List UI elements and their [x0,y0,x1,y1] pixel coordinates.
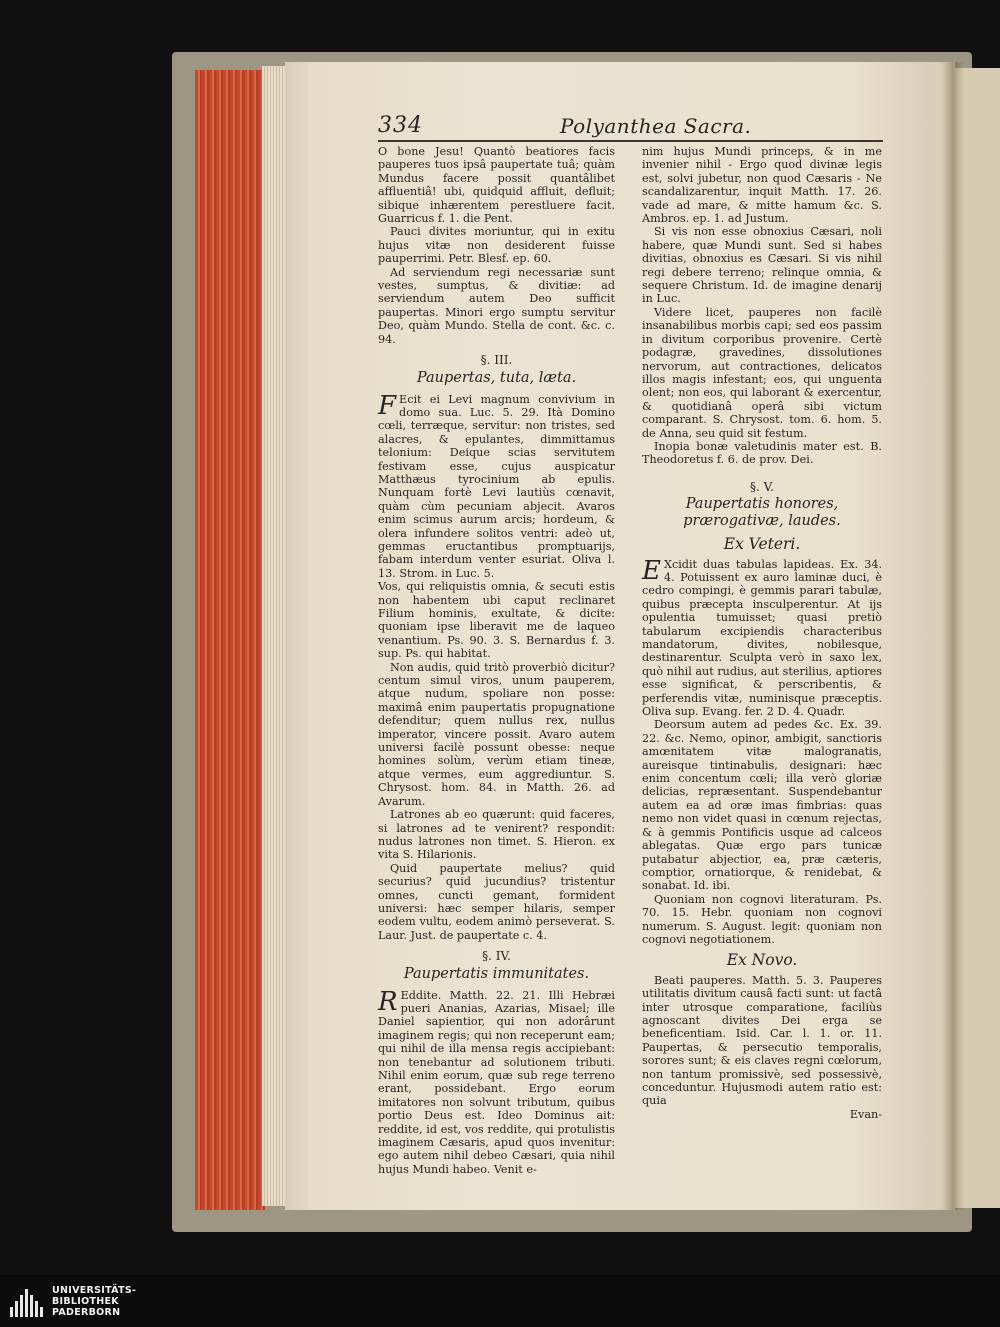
paragraph: Si vis non esse obnoxius Cæsari, noli habere, quæ Mundi sunt. Sed si habes divitias, obnoxius es Cæsari. Si vis nihil regi debere terreno; relinque omnia, & sequere Christum. Id. de imagine denarij in Luc. [642,225,882,306]
running-head [378,113,883,143]
section-title: Paupertatis immunitates. [403,965,590,982]
paragraph [642,555,882,719]
section-title: Paupertas, tuta, læta. [416,369,577,386]
paragraph: Deorsum autem ad pedes &c. Ex. 39. 22. &c. Nemo, opinor, ambigit, sanctioris amœnitatem vitæ malogranatis, aureisque tintinabulis, designari: hæc enim concentum cœli; illa verò gloriæ delicias, repræsentant. Suspendebantur autem ea ad oræ imas fimbrias: quas nemo non videt quasi in cœnum rejectas, & à gemmis Pontificis usque ad calceos ablegatas. Quæ ergo pars tunicæ putabatur abjectior, ea, præ cæteris, comptior, ornatiorque, & renidebat, & sonabat. Id. ibi. [642,718,882,893]
library-logo-icon [10,1287,44,1317]
paragraph: Ad serviendum regi necessariæ sunt vestes, sumptus, & divitiæ: ad serviendum autem Deo sufficit paupertas. Minori ergo sumptu servitur Deo, quàm Mundo. Stella de cont. &c. c. 94. [378,265,615,346]
library-name-line: BIBLIOTHEK [52,1296,119,1307]
paragraph-text: Xcidit duas tabulas lapideas. Ex. 34. 4. Potuissent ex auro laminæ duci, è cedro compingi, è gemmis parari tabulæ, quibus præcepta insculperentur. At ijs opulentia tumuisset; quasi pretiò tabularum excipiendis characteribus mandatorum, divites, nobilesque, destinarentur. Sculpta verò in saxo lex, quò nihil aut rudius, aut sterilius, aptiores esse significat, & perscribentis, & perferendis vitæ, numinisque præceptis. Oliva sup. Evang. fer. 2 D. 4. Quadr. [642,557,882,719]
paragraph-text: Eddite. Matth. 22. 21. Illi Hebræi pueri Ananias, Azarias, Misael; ille Daniel sapientior, qui non adorârunt imaginem regis; qui non receperunt eam; qui nihil de illa mensa regis accipiebant: non tenebantur ad solutionem tributi. Nihil enim eorum, quæ sub rege terreno erant, possidebant. Ergo eorum imitatores non solvunt tributum, quibus portio Deus est. Ideo Dominus ait: reddite, id est, vos reddite, qui protulistis imaginem Cæsaris, apud quos invenitur: ego autem nihil debeo Cæsari, quia nihil hujus Mundi habeo. Venit e- [378,988,615,1176]
section-number: §. V. [749,479,774,494]
library-name-line: PADERBORN [52,1307,121,1318]
paragraph [378,390,615,581]
library-name [52,1285,136,1318]
subheading: Ex Novo. [726,951,798,970]
left-column [378,145,615,1176]
paragraph: O bone Jesu! Quantò beatiores facis pauperes tuos ipsâ paupertate tuâ; quàm Mundus facere possit quantâlibet affluentiâ! ubi, quidquid affluit, defluit; sibique inhærentem perestluere facit. Guarricus f. 1. die Pent. [378,145,615,226]
paragraph [378,986,615,1177]
paragraph: Pauci divites moriuntur, qui in exitu hujus vitæ non desiderent fuisse pauperrimi. Petr. Blesf. ep. 60. [378,225,615,266]
paragraph: Inopia bonæ valetudinis mater est. B. Theodoretus f. 6. de prov. Dei. [642,439,882,467]
paragraph: Beati pauperes. Matth. 5. 3. Pauperes utilitatis divitum causâ facti sunt: ut factâ inter utrosque comparatione, faciliùs agnoscant divites Dei erga se beneficentiam. Isid. Car. l. 1. or. 11. Paupertas, & persecutio temporalis, sorores sunt; & eis claves regni cœlorum, non tantum promissivè, sed possessivè, conceduntur. Hujusmodi autem ratio est: quia [642,973,882,1108]
section-number: §. III. [480,353,513,368]
initial-capital: R [378,986,398,1017]
paragraph: Vos, qui reliquistis omnia, & secuti estis non habentem ubi caput reclinaret Filium hominis, exultate, & dicite: quoniam ipse liberavit me de laqueo venantium. Ps. 90. 3. S. Bernardus f. 3. sup. Ps. qui habitat. [378,580,615,661]
gutter-shadow [942,62,964,1210]
right-column [642,145,882,1121]
paragraph-text: Ecit ei Levi magnum convivium in domo sua. Luc. 5. 29. Ità Domino cœli, terræque, servitur: non tristes, sed alacres, & epulantes, dimmittamus telonium: Deique scias servitutem festivam esse, cujus auspicatur Matthæus tyrocinium ab epulis. Nunquam fortè Levi lautiùs cœnavit, quàm cùm pecuniam abjecit. Avaros enim scimus aurum arcis; hordeum, & olera infundere solitos ventri: adeò ut, gemmas eructantibus promptuarijs, fabam interdum venter esuriat. Oliva l. 13. Strom. in Luc. 5. [378,392,615,580]
section-title: Paupertatis honores, prærogativæ, laudes. [683,496,841,530]
header-rule [378,140,883,142]
running-title: Polyanthea Sacra. [560,114,752,138]
subheading: Ex Veteri. [723,535,801,554]
initial-capital: F [378,390,397,421]
paragraph: Videre licet, pauperes non facilè insanabilibus morbis capi; sed eos passim in divitum corporibus provenire. Certè podagræ, gravedines, dissolutiones nervorum, aut contractiones, delicatos illos magis infestant; eos, qui unguenta olent; non eos, qui laborant & exercentur, & quotidianâ operâ sibi victum comparant. S. Chrysost. tom. 6. hom. 5. de Anna, seu quid sit festum. [642,305,882,440]
paragraph: Quoniam non cognovi literaturam. Ps. 70. 15. Hebr. quoniam non cognovi numerum. S. August. legit: quoniam non cognovi negotiationem. [642,892,882,946]
paragraph: nim hujus Mundi princeps, & in me invenier nihil - Ergo quod divinæ legis est, solvi jubetur, non quod Cæsaris - Ne scandalizarentur, inquit Matth. 17. 26. vade ad mare, & mitte hamum &c. S. Ambros. ep. 1. ad Justum. [642,145,882,226]
library-name-line: UNIVERSITÄTS- [52,1285,137,1296]
page-number: 334 [378,113,423,138]
section-number: §. IV. [482,949,511,964]
red-page-edges [195,70,265,1210]
library-footer [0,1275,1000,1327]
paragraph: Non audis, quid tritò proverbiò dicitur? centum simul viros, unum pauperem, atque nudum, spoliare non posse: maximâ enim paupertatis propugnatione defenditur; quem nullus rex, nullus imperator, vincere possit. Avaro autem universi facilè possunt obesse: neque homines solùm, verùm etiam tineæ, atque vermes, eum aggrediuntur. S. Chrysost. hom. 84. in Matth. 26. ad Avarum. [378,660,615,808]
paragraph: Latrones ab eo quærunt: quid faceres, si latrones ad te venirent? respondit: nudus latrones non timet. S. Hieron. ex vita S. Hilarionis. [378,808,615,862]
catchword: Evan- [849,1107,882,1121]
paragraph: Quid paupertate melius? quid securius? quid jucundius? tristentur omnes, cuncti gemant, formident universi: hæc semper hilaris, semper eodem vultu, eodem animò perseverat. S. Laur. Just. de paupertate c. 4. [378,861,615,942]
initial-capital: E [642,555,661,586]
